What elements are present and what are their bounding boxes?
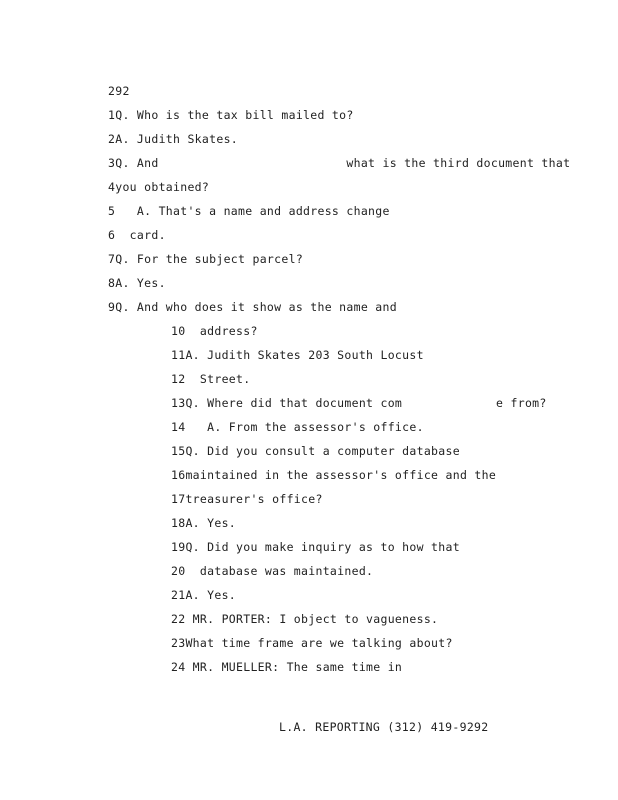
- transcript-line-12: 12 Street.: [171, 372, 251, 386]
- transcript-line-24: 24 MR. MUELLER: The same time in: [171, 660, 403, 674]
- transcript-line-20: 20 database was maintained.: [171, 564, 374, 578]
- transcript-line-4: 4you obtained?: [108, 180, 210, 194]
- transcript-line-8: 8A. Yes.: [108, 276, 166, 290]
- transcript-line-16: 16maintained in the assessor's office and the: [171, 468, 497, 482]
- transcript-line-18: 18A. Yes.: [171, 516, 237, 530]
- transcript-line-3: 3Q. And what is the third document that: [108, 156, 571, 170]
- transcript-line-23: 23What time frame are we talking about?: [171, 636, 453, 650]
- page-number: 292: [108, 84, 130, 98]
- transcript-line-1: 1Q. Who is the tax bill mailed to?: [108, 108, 354, 122]
- transcript-line-9: 9Q. And who does it show as the name and: [108, 300, 397, 314]
- transcript-line-21: 21A. Yes.: [171, 588, 237, 602]
- transcript-line-13: 13Q. Where did that document com e from?: [171, 396, 547, 410]
- transcript-line-17: 17treasurer's office?: [171, 492, 323, 506]
- transcript-line-5: 5 A. That's a name and address change: [108, 204, 390, 218]
- transcript-line-15: 15Q. Did you consult a computer database: [171, 444, 460, 458]
- reporter-footer: L.A. REPORTING (312) 419-9292: [279, 720, 489, 734]
- transcript-line-7: 7Q. For the subject parcel?: [108, 252, 304, 266]
- transcript-line-10: 10 address?: [171, 324, 258, 338]
- transcript-line-14: 14 A. From the assessor's office.: [171, 420, 424, 434]
- transcript-line-2: 2A. Judith Skates.: [108, 132, 239, 146]
- transcript-line-6: 6 card.: [108, 228, 166, 242]
- transcript-line-19: 19Q. Did you make inquiry as to how that: [171, 540, 460, 554]
- transcript-line-11: 11A. Judith Skates 203 South Locust: [171, 348, 424, 362]
- transcript-line-22: 22 MR. PORTER: I object to vagueness.: [171, 612, 439, 626]
